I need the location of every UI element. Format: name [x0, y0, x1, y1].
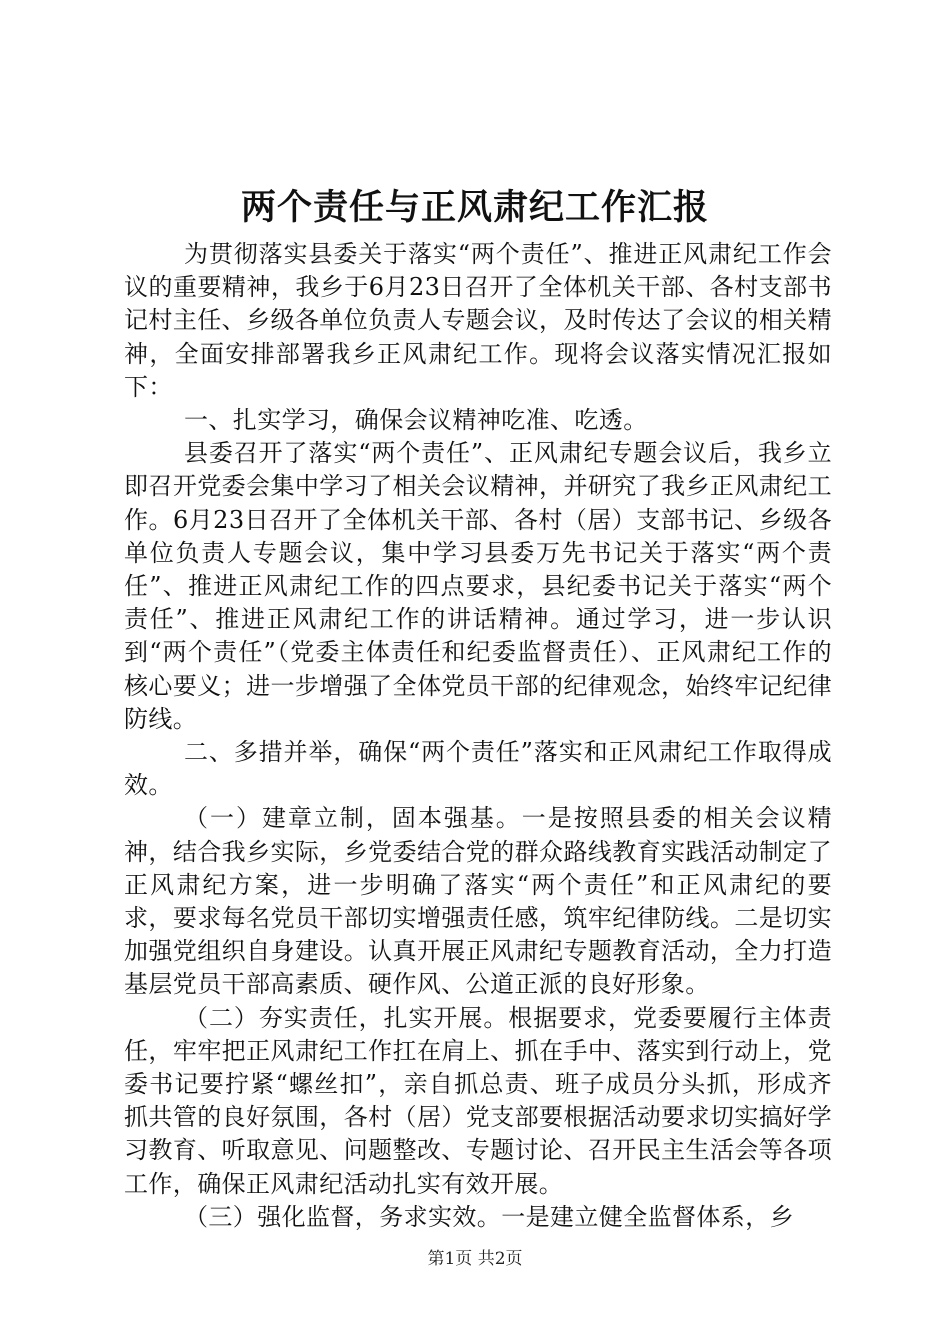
page-number-footer: 第1页 共2页 [427, 1249, 523, 1269]
section-1-heading: 一、扎实学习，确保会议精神吃准、吃透。 [184, 406, 648, 435]
section-1-paragraph: 县委召开了落实“两个责任”、正风肃纪专题会议后，我乡立即召开党委会集中学习了相关会议精神，并研究了我乡正风肃纪工作。6月23日召开了全体机关干部、各村（居）支部书记、乡级各单位负责人专题会议，集中学习县委万先书记关于落实“两个责任”、推进正风肃纪工作的四点要求，县纪委书记关于落实“两个责任”、推进正风肃纪工作的讲话精神。通过学习，进一步认识到“两个责任”（党委主体责任和纪委监督责任）、正风肃纪工作的核心要义；进一步增强了全体党员干部的纪律观念，始终牢记纪律防线。 [124, 439, 832, 733]
document-title: 两个责任与正风肃纪工作汇报 [240, 187, 709, 228]
subsection-2-paragraph: （二）夯实责任，扎实开展。根据要求，党委要履行主体责任，牢牢把正风肃纪工作扛在肩上、抓在手中、落实到行动上，党委书记要拧紧“螺丝扣”，亲自抓总责、班子成员分头抓，形成齐抓共管的良好氛围，各村（居）党支部要根据活动要求切实搞好学习教育、听取意见、问题整改、专题讨论、召开民主生活会等各项工作，确保正风肃纪活动扎实有效开展。 [124, 1003, 832, 1198]
subsection-1-paragraph: （一）建章立制，固本强基。一是按照县委的相关会议精神，结合我乡实际，乡党委结合党的群众路线教育实践活动制定了正风肃纪方案，进一步明确了落实“两个责任”和正风肃纪的要求，要求每名党员干部切实增强责任感，筑牢纪律防线。二是切实加强党组织自身建设。认真开展正风肃纪专题教育活动，全力打造基层党员干部高素质、硬作风、公道正派的良好形象。 [124, 804, 832, 999]
intro-paragraph: 为贯彻落实县委关于落实“两个责任”、推进正风肃纪工作会议的重要精神，我乡于6月23日召开了全体机关干部、各村支部书记村主任、乡级各单位负责人专题会议，及时传达了会议的相关精神，全面安排部署我乡正风肃纪工作。现将会议落实情况汇报如下： [124, 240, 832, 401]
document-body [124, 238, 832, 1234]
section-2-heading: 二、多措并举，确保“两个责任”落实和正风肃纪工作取得成效。 [124, 738, 832, 800]
subsection-3-paragraph: （三）强化监督，务求实效。一是建立健全监督体系，乡 [184, 1202, 794, 1231]
